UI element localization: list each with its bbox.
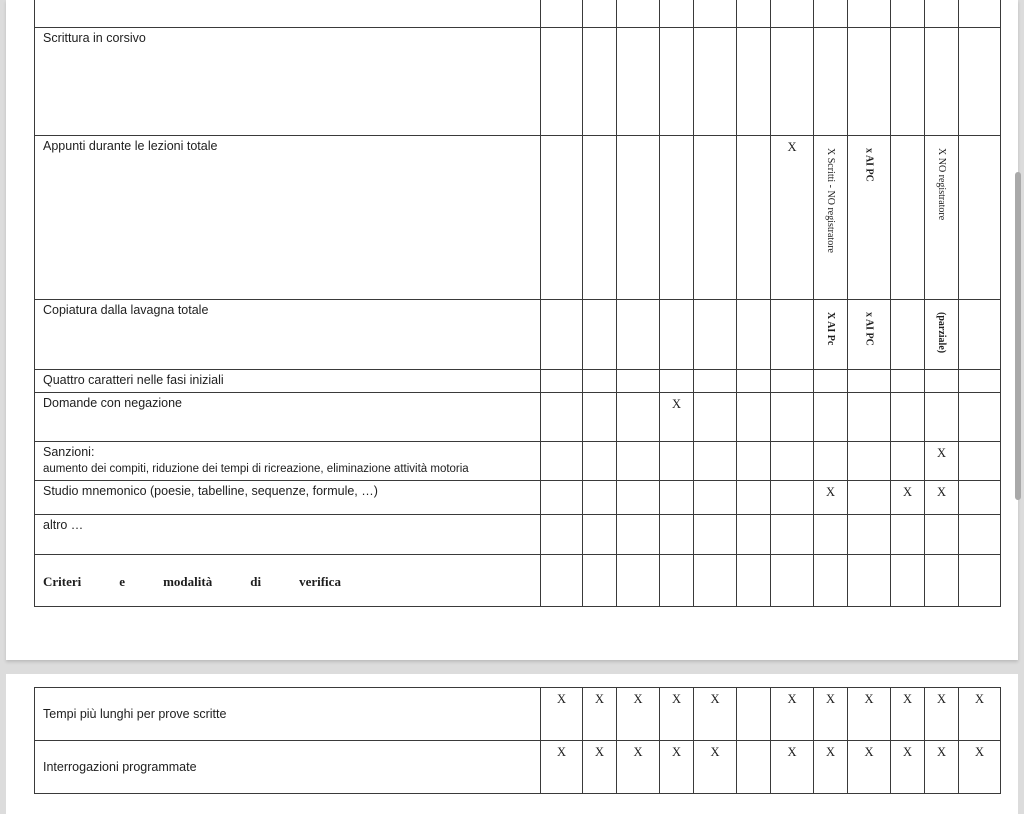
mark-cell: X [541, 741, 583, 794]
mark-cell [925, 393, 959, 442]
mark-cell [583, 0, 617, 28]
mark-cell [814, 136, 848, 300]
mark-cell: X [814, 741, 848, 794]
mark-cell [694, 442, 737, 481]
mark-cell [891, 0, 925, 28]
mark-cell: X [694, 741, 737, 794]
row-label-cell [35, 136, 541, 300]
vertical-note: (parziale) [936, 312, 947, 354]
mark-cell [848, 370, 891, 393]
mark-cell [891, 442, 925, 481]
row-label-cell [35, 28, 541, 136]
mark-cell [848, 300, 891, 370]
mark-cell [541, 515, 583, 555]
mark-cell [737, 555, 771, 607]
mark-cell: X [814, 481, 848, 515]
row-label: Studio mnemonico (poesie, tabelline, sequenze, formule, …) [43, 484, 378, 498]
table-row [35, 688, 1001, 741]
measures-table [34, 0, 1001, 607]
mark-cell [617, 515, 660, 555]
mark-cell [959, 555, 1001, 607]
mark-cell [737, 515, 771, 555]
row-label: Quattro caratteri nelle fasi iniziali [43, 373, 224, 387]
mark-cell: X [771, 688, 814, 741]
mark-cell [583, 481, 617, 515]
row-label-cell [35, 370, 541, 393]
mark-cell [583, 300, 617, 370]
mark-cell [814, 0, 848, 28]
document-page-2 [6, 674, 1018, 814]
mark-cell [891, 28, 925, 136]
mark-cell: X [660, 741, 694, 794]
mark-cell [737, 688, 771, 741]
table-row [35, 136, 1001, 300]
mark-cell [925, 370, 959, 393]
mark-cell: X [660, 688, 694, 741]
mark-cell [617, 28, 660, 136]
row-label-cell [35, 300, 541, 370]
mark-cell [541, 28, 583, 136]
mark-cell [583, 442, 617, 481]
mark-cell [617, 442, 660, 481]
vertical-scrollbar[interactable] [1015, 172, 1021, 500]
row-label-cell [35, 393, 541, 442]
mark-cell: X [617, 741, 660, 794]
mark-cell [617, 0, 660, 28]
mark-cell [959, 481, 1001, 515]
mark-cell [694, 393, 737, 442]
row-label-cell [35, 0, 541, 28]
mark-cell [814, 555, 848, 607]
mark-cell [541, 442, 583, 481]
mark-cell: X [583, 688, 617, 741]
table-row [35, 555, 1001, 607]
mark-cell [660, 0, 694, 28]
mark-cell [848, 555, 891, 607]
mark-cell [694, 515, 737, 555]
mark-cell [694, 0, 737, 28]
mark-cell [617, 300, 660, 370]
mark-cell [814, 442, 848, 481]
criteri-heading [43, 574, 341, 589]
mark-cell [959, 515, 1001, 555]
row-label: Copiatura dalla lavagna totale [43, 303, 209, 317]
mark-cell [541, 0, 583, 28]
mark-cell [891, 370, 925, 393]
row-label: Appunti durante le lezioni totale [43, 139, 218, 153]
mark-cell [583, 136, 617, 300]
table-row [35, 0, 1001, 28]
mark-cell: X [925, 442, 959, 481]
mark-cell [891, 515, 925, 555]
mark-cell: X [959, 688, 1001, 741]
row-label-cell [35, 442, 541, 481]
mark-cell [959, 393, 1001, 442]
mark-cell [959, 28, 1001, 136]
mark-cell [925, 555, 959, 607]
mark-cell [694, 300, 737, 370]
mark-cell [660, 442, 694, 481]
row-label: altro … [43, 518, 84, 532]
mark-cell [771, 300, 814, 370]
mark-cell: X [925, 688, 959, 741]
mark-cell [583, 370, 617, 393]
vertical-note: x AI PC [863, 148, 875, 182]
mark-cell [771, 393, 814, 442]
mark-cell [771, 555, 814, 607]
table-row [35, 300, 1001, 370]
mark-cell [925, 300, 959, 370]
mark-cell: X [925, 741, 959, 794]
mark-cell [660, 300, 694, 370]
row-label: Scrittura in corsivo [43, 31, 146, 45]
mark-cell [848, 28, 891, 136]
mark-cell [959, 370, 1001, 393]
mark-cell [694, 136, 737, 300]
vertical-note: X Scritti - NO registratore [825, 148, 836, 253]
mark-cell [737, 0, 771, 28]
mark-cell [771, 370, 814, 393]
verification-table [34, 687, 1001, 794]
mark-cell: X [891, 481, 925, 515]
mark-cell [617, 555, 660, 607]
vertical-note: X AI Pc [825, 312, 836, 346]
mark-cell [891, 393, 925, 442]
mark-cell [694, 555, 737, 607]
mark-cell [959, 136, 1001, 300]
row-label: Interrogazioni programmate [35, 741, 541, 794]
heading-word: Criteri [43, 574, 82, 589]
heading-word: verifica [299, 574, 341, 589]
table-row [35, 515, 1001, 555]
mark-cell [959, 442, 1001, 481]
mark-cell [583, 555, 617, 607]
mark-cell [737, 370, 771, 393]
mark-cell: X [541, 688, 583, 741]
mark-cell: X [959, 741, 1001, 794]
mark-cell [583, 28, 617, 136]
mark-cell [737, 28, 771, 136]
mark-cell [694, 370, 737, 393]
mark-cell [959, 0, 1001, 28]
table-row [35, 28, 1001, 136]
mark-cell [814, 370, 848, 393]
mark-cell [891, 555, 925, 607]
mark-cell [694, 28, 737, 136]
mark-cell [848, 136, 891, 300]
heading-word: e [119, 574, 126, 589]
mark-cell [660, 370, 694, 393]
mark-cell [891, 136, 925, 300]
mark-cell [771, 481, 814, 515]
mark-cell [848, 393, 891, 442]
row-label: Domande con negazione [43, 396, 182, 410]
mark-cell [617, 393, 660, 442]
mark-cell [814, 515, 848, 555]
mark-cell [959, 300, 1001, 370]
mark-cell [771, 442, 814, 481]
mark-cell [660, 515, 694, 555]
mark-cell [617, 481, 660, 515]
mark-cell [541, 393, 583, 442]
mark-cell: X [891, 688, 925, 741]
mark-cell: X [660, 393, 694, 442]
table-row [35, 442, 1001, 481]
mark-cell [541, 370, 583, 393]
mark-cell [925, 515, 959, 555]
table-row [35, 393, 1001, 442]
mark-cell [771, 28, 814, 136]
vertical-note: X NO registratore [936, 148, 947, 221]
mark-cell [660, 555, 694, 607]
mark-cell: X [891, 741, 925, 794]
mark-cell [583, 515, 617, 555]
row-label-cell [35, 481, 541, 515]
mark-cell [737, 393, 771, 442]
document-page-1 [6, 0, 1018, 660]
mark-cell [771, 515, 814, 555]
vertical-note: x AI PC [863, 312, 875, 346]
mark-cell: X [771, 741, 814, 794]
mark-cell: X [848, 741, 891, 794]
mark-cell [925, 28, 959, 136]
mark-cell [660, 28, 694, 136]
mark-cell [737, 300, 771, 370]
mark-cell: X [617, 688, 660, 741]
row-label-cell [35, 515, 541, 555]
mark-cell [925, 0, 959, 28]
mark-cell [737, 481, 771, 515]
mark-cell [848, 442, 891, 481]
mark-cell: X [583, 741, 617, 794]
heading-word: modalità [163, 574, 213, 589]
row-label: Tempi più lunghi per prove scritte [35, 688, 541, 741]
mark-cell [737, 136, 771, 300]
table-row [35, 741, 1001, 794]
mark-cell: X [814, 688, 848, 741]
mark-cell [541, 136, 583, 300]
mark-cell [617, 370, 660, 393]
mark-cell [771, 0, 814, 28]
mark-cell [891, 300, 925, 370]
mark-cell: X [848, 688, 891, 741]
mark-cell [814, 28, 848, 136]
mark-cell: X [925, 481, 959, 515]
mark-cell [848, 0, 891, 28]
mark-cell [541, 555, 583, 607]
mark-cell [617, 136, 660, 300]
criteri-heading-cell [35, 555, 541, 607]
mark-cell [583, 393, 617, 442]
mark-cell [541, 481, 583, 515]
mark-cell: X [771, 136, 814, 300]
mark-cell [660, 481, 694, 515]
mark-cell [848, 515, 891, 555]
mark-cell [814, 300, 848, 370]
mark-cell [694, 481, 737, 515]
row-label: Sanzioni: [43, 445, 95, 459]
mark-cell [814, 393, 848, 442]
mark-cell [660, 136, 694, 300]
table-row [35, 481, 1001, 515]
mark-cell [737, 741, 771, 794]
mark-cell [541, 300, 583, 370]
row-sublabel: aumento dei compiti, riduzione dei tempi di ricreazione, eliminazione attività motoria [43, 463, 469, 475]
mark-cell [737, 442, 771, 481]
heading-word: di [250, 574, 262, 589]
mark-cell [925, 136, 959, 300]
mark-cell [848, 481, 891, 515]
table-row [35, 370, 1001, 393]
mark-cell: X [694, 688, 737, 741]
